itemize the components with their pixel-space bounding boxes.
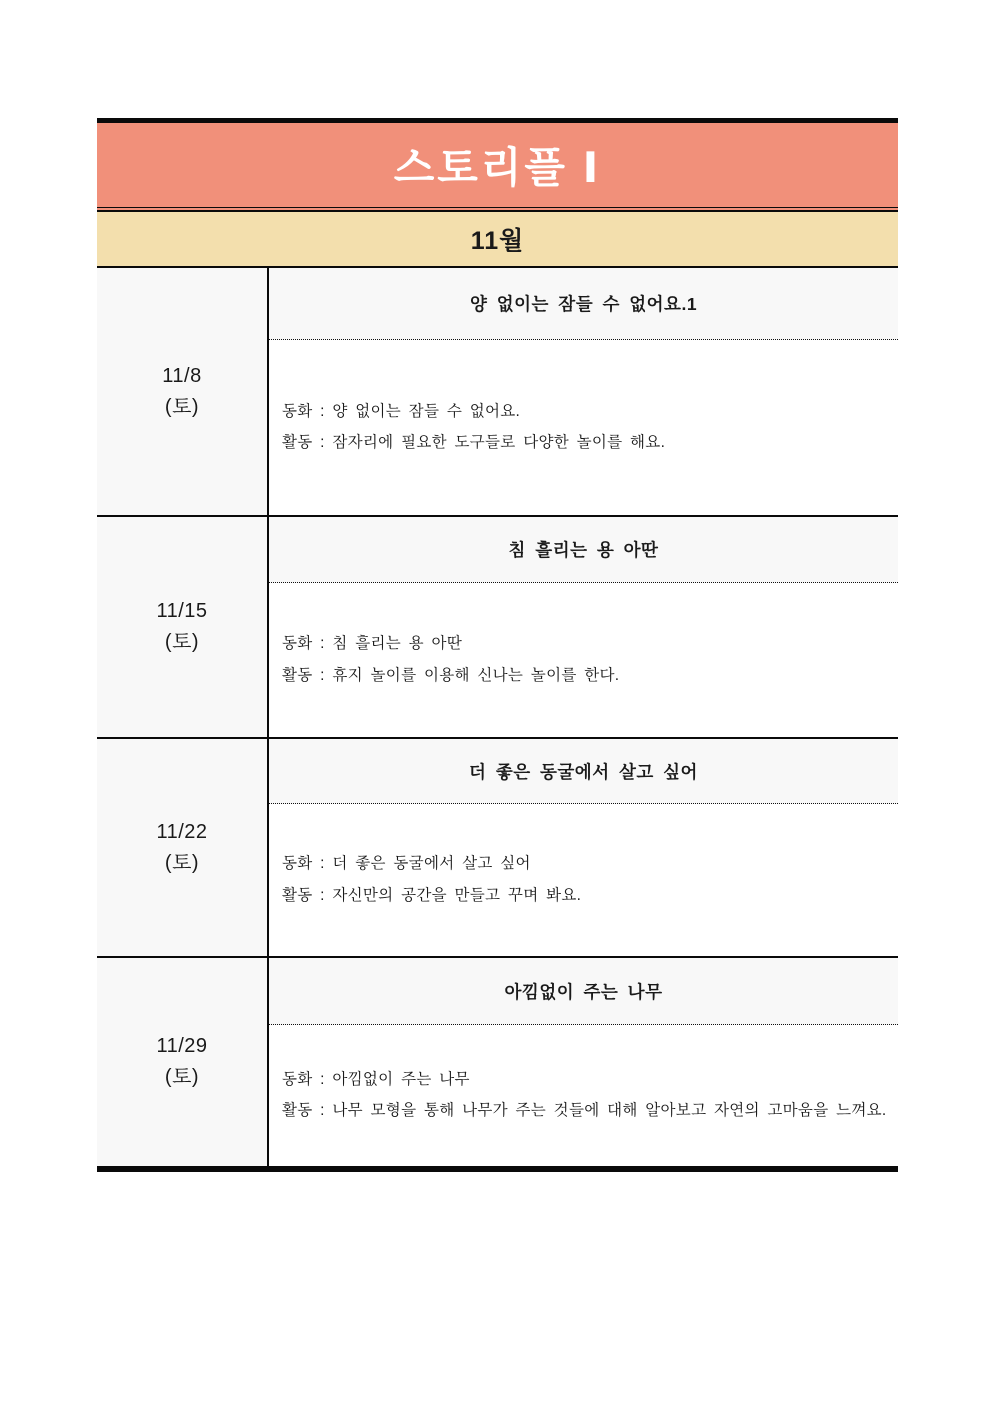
schedule-row [97,956,898,1166]
date-text: 11/8 [162,364,202,387]
detail-area [269,804,898,956]
day-text: (토) [164,631,200,653]
schedule-row [97,268,898,515]
schedule-table [97,118,898,1172]
activity-line: 활동 : 나무 모형을 통해 나무가 주는 것들에 대해 알아보고 자연의 고마움을 느껴요. [282,1102,887,1119]
detail-area [269,340,898,515]
activity-line: 활동 : 휴지 놀이를 이용해 신나는 놀이를 한다. [282,666,620,684]
content-cell [269,958,898,1166]
content-cell [269,739,898,956]
schedule-rows [97,268,898,1166]
day-text: (토) [164,1066,200,1088]
story-line: 동화 : 더 좋은 동굴에서 살고 싶어 [282,855,531,873]
schedule-row [97,515,898,737]
story-line: 동화 : 양 없이는 잠들 수 없어요. [282,402,521,420]
month-header [97,210,898,268]
date-cell [97,958,269,1166]
story-title: 아낌없이 주는 나무 [269,958,898,1025]
story-title: 양 없이는 잠들 수 없어요.1 [269,268,898,340]
story-title: 더 좋은 동굴에서 살고 싶어 [269,739,898,804]
detail-area [269,583,898,737]
program-header [97,123,898,208]
content-cell [269,268,898,515]
program-title: 스토리플 Ⅰ [393,144,602,191]
activity-line: 활동 : 자신만의 공간을 만들고 꾸며 봐요. [282,886,582,904]
date-text: 11/29 [156,1035,208,1057]
schedule-sheet [97,118,898,1172]
month-label: 11월 [470,227,525,255]
story-line: 동화 : 아낌없이 주는 나무 [282,1070,470,1088]
day-text: (토) [164,851,200,874]
story-line: 동화 : 침 흘리는 용 아딴 [282,635,463,653]
date-cell [97,739,269,956]
date-text: 11/22 [156,820,208,843]
story-title: 침 흘리는 용 아딴 [269,517,898,583]
date-cell [97,268,269,515]
date-cell [97,517,269,737]
activity-line: 활동 : 잠자리에 필요한 도구들로 다양한 놀이를 해요. [282,434,666,451]
day-text: (토) [164,395,200,418]
schedule-row [97,737,898,956]
date-text: 11/15 [156,600,208,622]
content-cell [269,517,898,737]
detail-area [269,1025,898,1166]
